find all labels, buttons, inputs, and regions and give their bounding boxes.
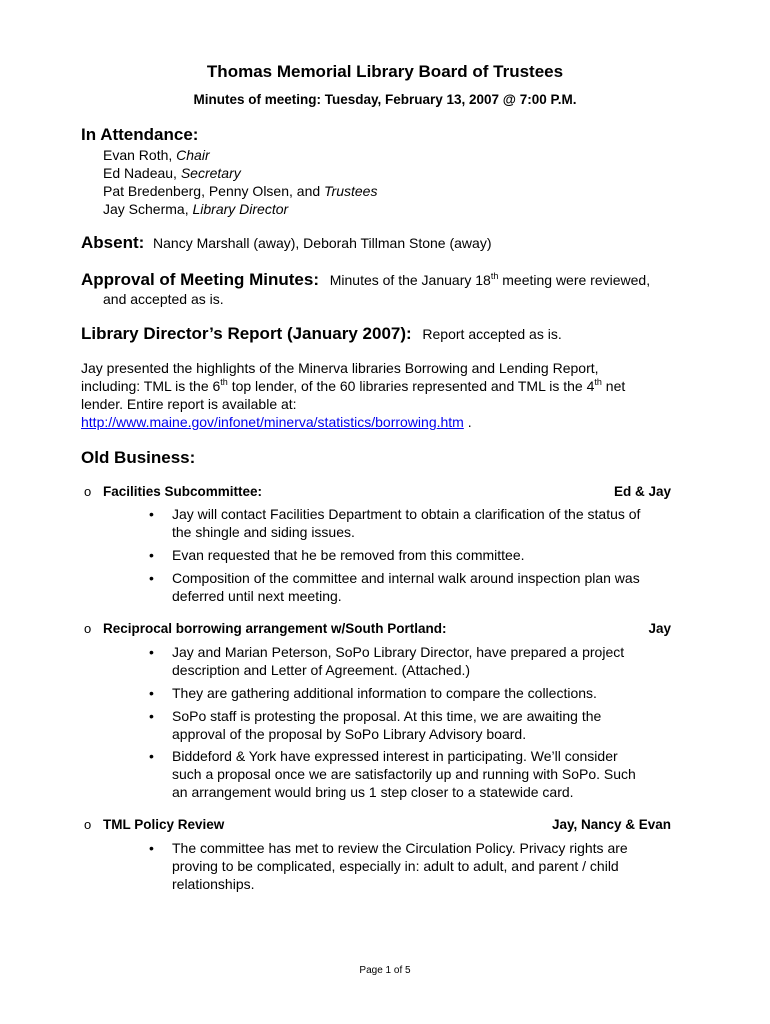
list-item: description and Letter of Agreement. (Attached.) bbox=[172, 662, 471, 678]
report-paragraph-line: lender. Entire report is available at: bbox=[81, 396, 297, 412]
list-item: Biddeford & York have expressed interest in participating. We’ll consider bbox=[172, 748, 618, 764]
section-marker: o bbox=[84, 621, 92, 636]
list-item: The committee has met to review the Circulation Policy. Privacy rights are bbox=[172, 840, 628, 856]
bullet-icon: • bbox=[149, 840, 154, 856]
report-paragraph-line: Jay presented the highlights of the Minerva libraries Borrowing and Lending Report, bbox=[81, 360, 599, 376]
attendance-heading: In Attendance: bbox=[81, 125, 199, 144]
absent-section bbox=[81, 233, 491, 253]
document-title: Thomas Memorial Library Board of Trustees bbox=[206, 62, 564, 81]
report-paragraph-line: including: TML is the 6th top lender, of the 60 libraries represented and TML is the 4th net bbox=[81, 377, 626, 394]
list-item: They are gathering additional information to compare the collections. bbox=[172, 685, 597, 701]
approval-heading: Approval of Meeting Minutes: bbox=[81, 270, 319, 289]
bullet-icon: • bbox=[149, 685, 154, 701]
approval-text-line2: and accepted as is. bbox=[103, 291, 224, 307]
director-report-heading: Library Director’s Report (January 2007): bbox=[81, 324, 412, 343]
section-marker: o bbox=[84, 484, 92, 499]
list-item: Evan requested that he be removed from this committee. bbox=[172, 547, 525, 563]
attendance-line: Pat Bredenberg, Penny Olsen, and Trustees bbox=[103, 183, 378, 199]
attendance-line: Jay Scherma, Library Director bbox=[103, 201, 289, 217]
borrowing-report-link[interactable]: http://www.maine.gov/infonet/minerva/statistics/borrowing.htm bbox=[81, 414, 464, 430]
meeting-subtitle: Minutes of meeting: Tuesday, February 13, 2007 @ 7:00 P.M. bbox=[193, 92, 577, 107]
bullet-icon: • bbox=[149, 748, 154, 764]
list-item: such a proposal once we are satisfactorily up and running with SoPo. Such bbox=[172, 766, 636, 782]
reciprocal-section-owner: Jay bbox=[648, 621, 671, 636]
section-marker: o bbox=[84, 817, 92, 832]
list-item: deferred until next meeting. bbox=[172, 588, 342, 604]
approval-section bbox=[81, 270, 650, 290]
bullet-icon: • bbox=[149, 708, 154, 724]
list-item: proving to be complicated, especially in: adult to adult, and parent / child bbox=[172, 858, 619, 874]
attendance-line: Evan Roth, Chair bbox=[103, 147, 210, 163]
attendance-line: Ed Nadeau, Secretary bbox=[103, 165, 241, 181]
absent-text: Nancy Marshall (away), Deborah Tillman Stone (away) bbox=[153, 235, 492, 251]
list-item: an arrangement would bring us 1 step closer to a statewide card. bbox=[172, 784, 574, 800]
facilities-section-title: Facilities Subcommittee: bbox=[103, 484, 263, 499]
report-link-line: http://www.maine.gov/infonet/minerva/statistics/borrowing.htm . bbox=[81, 414, 472, 430]
bullet-icon: • bbox=[149, 570, 154, 586]
list-item: Composition of the committee and internal walk around inspection plan was bbox=[172, 570, 640, 586]
approval-text: Minutes of the January 18th meeting were reviewed, bbox=[329, 271, 651, 288]
director-report-section bbox=[81, 324, 562, 344]
absent-heading: Absent: bbox=[81, 233, 145, 252]
facilities-section-owner: Ed & Jay bbox=[613, 484, 671, 499]
list-item: the shingle and siding issues. bbox=[172, 524, 355, 540]
list-item: Jay and Marian Peterson, SoPo Library Director, have prepared a project bbox=[172, 644, 625, 660]
bullet-icon: • bbox=[149, 644, 154, 660]
policy-review-section-title: TML Policy Review bbox=[103, 817, 225, 832]
old-business-heading: Old Business: bbox=[81, 448, 196, 467]
director-report-text: Report accepted as is. bbox=[422, 326, 562, 342]
list-item: SoPo staff is protesting the proposal. At this time, we are awaiting the bbox=[172, 708, 602, 724]
list-item: Jay will contact Facilities Department to obtain a clarification of the status of bbox=[172, 506, 641, 522]
policy-review-section-owner: Jay, Nancy & Evan bbox=[551, 817, 671, 832]
reciprocal-section-title: Reciprocal borrowing arrangement w/South Portland: bbox=[103, 621, 447, 636]
page-number: Page 1 of 5 bbox=[359, 965, 411, 976]
bullet-icon: • bbox=[149, 506, 154, 522]
bullet-icon: • bbox=[149, 547, 154, 563]
list-item: relationships. bbox=[172, 876, 255, 892]
list-item: approval of the proposal by SoPo Library Advisory board. bbox=[172, 726, 527, 742]
